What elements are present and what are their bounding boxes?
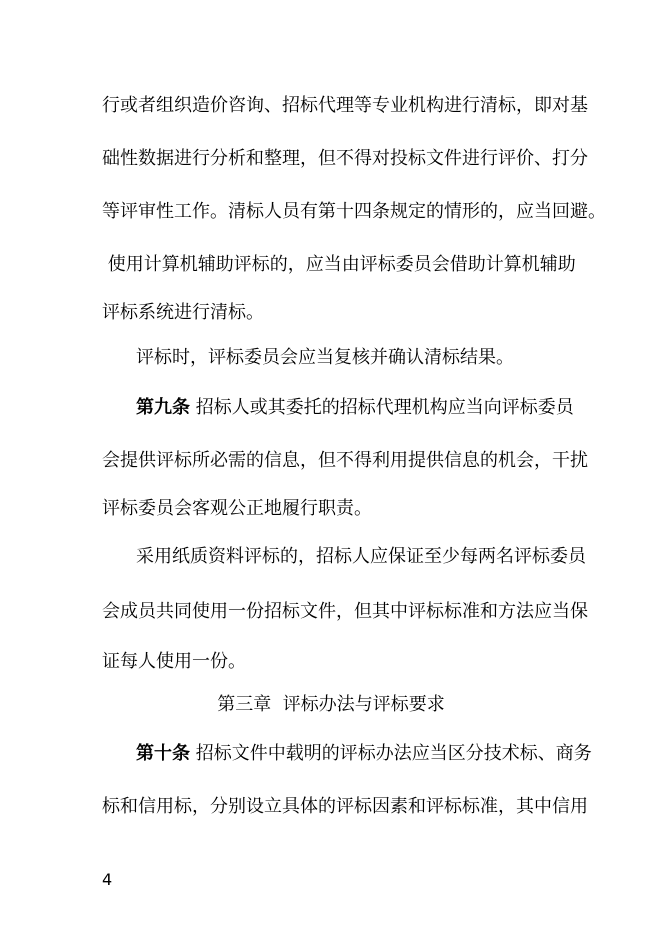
article-10-text: 招标文件中载明的评标办法应当区分技术标、商务 bbox=[195, 743, 592, 764]
body-line-15: 标和信用标，分别设立具体的评标因素和评标标准，其中信用 bbox=[102, 796, 588, 817]
body-line-2: 础性数据进行分析和整理，但不得对投标文件进行评价、打分 bbox=[102, 148, 588, 169]
body-line-11: 会成员共同使用一份招标文件，但其中评标标准和方法应当保 bbox=[102, 601, 588, 622]
article-10-first-line bbox=[136, 742, 592, 766]
body-line-10: 采用纸质资料评标的，招标人应保证至少每两名评标委员 bbox=[136, 546, 586, 567]
body-line-4: 使用计算机辅助评标的，应当由评标委员会借助计算机辅助 bbox=[102, 254, 576, 275]
body-line-6: 评标时，评标委员会应当复核并确认清标结果。 bbox=[136, 347, 514, 368]
page-number: 4 bbox=[102, 870, 113, 889]
chapter-heading: 第三章 评标办法与评标要求 bbox=[217, 694, 445, 715]
article-9-label: 第九条 bbox=[136, 397, 190, 418]
article-9-first-line bbox=[136, 396, 574, 420]
body-line-5: 评标系统进行清标。 bbox=[102, 302, 264, 323]
article-9-text: 招标人或其委托的招标代理机构应当向评标委员 bbox=[195, 397, 574, 418]
body-line-3: 等评审性工作。清标人员有第十四条规定的情形的，应当回避。 bbox=[102, 201, 606, 222]
article-10-label: 第十条 bbox=[136, 743, 190, 764]
body-line-8: 会提供评标所必需的信息，但不得利用提供信息的机会，干扰 bbox=[102, 450, 588, 471]
body-line-9: 评标委员会客观公正地履行职责。 bbox=[102, 498, 372, 519]
body-line-1: 行或者组织造价咨询、招标代理等专业机构进行清标，即对基 bbox=[102, 95, 588, 116]
body-line-12: 证每人使用一份。 bbox=[102, 651, 246, 672]
